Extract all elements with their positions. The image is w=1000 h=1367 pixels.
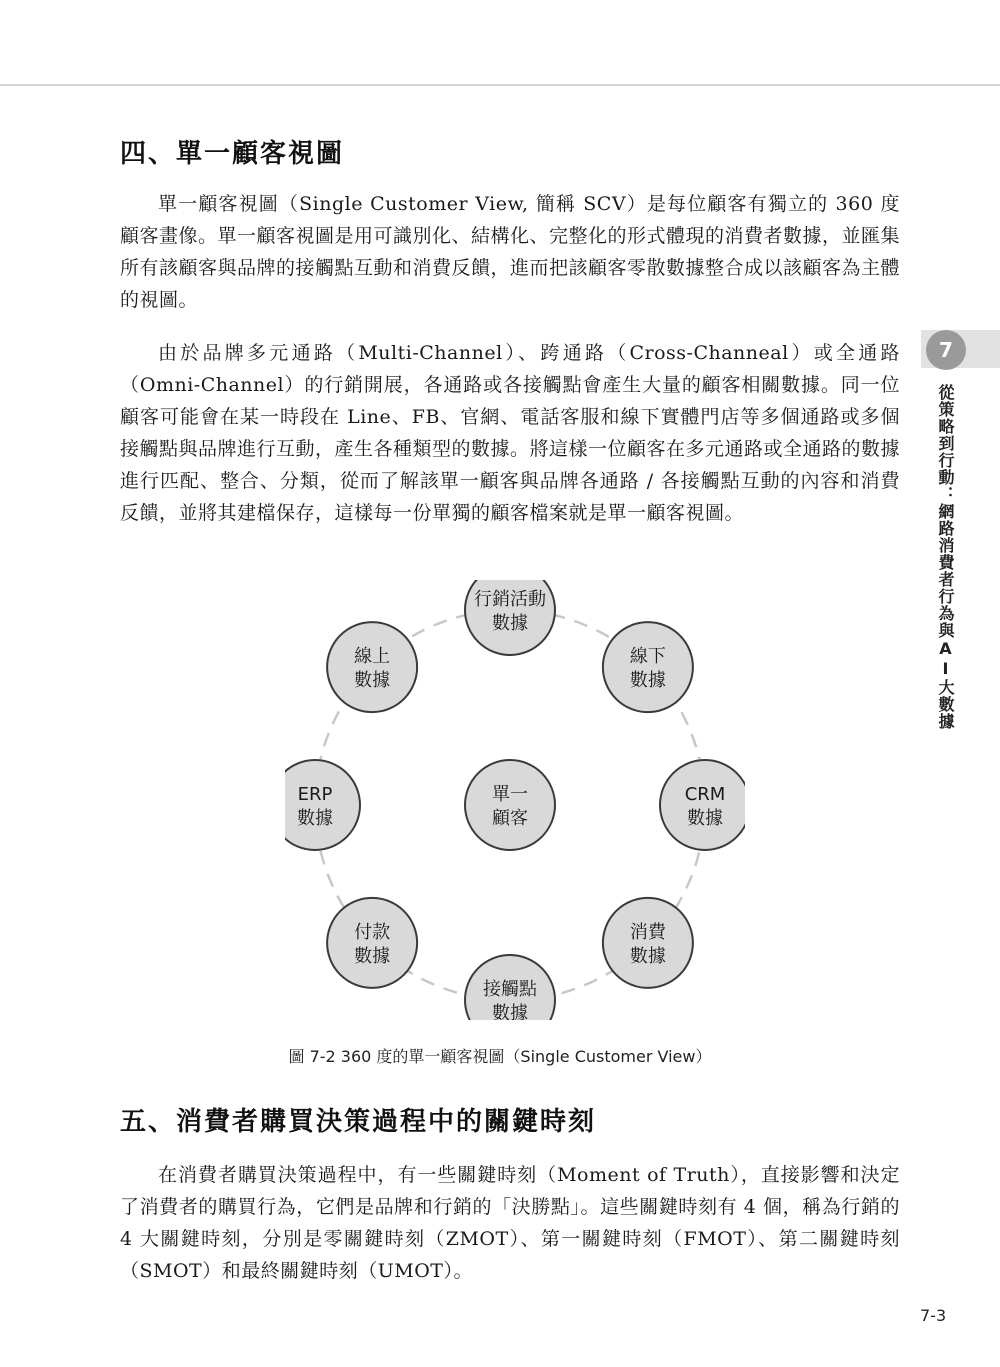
node-online [327,622,417,712]
node-marketing [465,580,555,655]
node-marketing-label-line-2: 數據 [492,613,528,634]
node-crm-label-line-2: 數據 [687,808,723,829]
node-offline [603,622,693,712]
node-marketing-label-line-1: 行銷活動 [474,589,546,610]
page-number: 7-3 [920,1306,947,1325]
node-erp-circle [285,760,360,850]
node-touchpoint-label-line-1: 接觸點 [483,979,537,1000]
node-touchpoint [465,955,555,1020]
node-payment-label-line-2: 數據 [354,945,391,967]
node-online-label-line-1: 線上 [354,646,391,668]
section-5-heading: 五、消費者購買決策過程中的關鍵時刻 [120,1107,597,1137]
node-crm-label-line-1: CRM [684,784,726,805]
node-consumption [603,898,693,988]
figure-caption: 圖 7-2 360 度的單一顧客視圖（Single Customer View） [288,1047,712,1066]
node-erp-label-line-2: 數據 [297,808,333,829]
node-touchpoint-label-line-2: 數據 [492,1003,528,1020]
chapter-title-vertical: 從策略到行動：網路消費者行為與AI大數據 [936,384,955,730]
node-crm [660,760,745,850]
single-customer-view-diagram [285,580,745,1020]
node-erp [285,760,360,850]
node-offline-label-line-1: 線下 [629,646,666,668]
section-4-paragraph-1: 單一顧客視圖（Single Customer View, 簡稱 SCV）是每位顧客有獨立的 360 度顧客畫像。單一顧客視圖是用可識別化、結構化、完整化的形式體現的消費者數據，並匯集所有該顧客與品牌的接觸點互動和消費反饋，進而把該顧客零散數據整合成以該顧客為主體的視圖。 [120,193,901,311]
chapter-number-badge: 7 [926,330,966,370]
top-rule [0,84,1000,86]
node-consumption-label-line-2: 數據 [629,945,666,967]
node-consumption-label-line-1: 消費 [629,921,666,943]
node-payment-label-line-1: 付款 [354,921,391,943]
node-offline-label-line-2: 數據 [629,670,666,692]
section-4-heading: 四、單一顧客視圖 [120,139,345,169]
node-payment [327,898,417,988]
section-4-paragraph-2: 由於品牌多元通路（Multi-Channel）、跨通路（Cross-Channeal）或全通路（Omni-Channel）的行銷開展，各通路或各接觸點會產生大量的顧客相關數據。同一位顧客可能會在某一時段在 Line、FB、官網、電話客服和線下實體門店等多個通路或多個接觸點與品牌進行互動，產生各種類型的數據。將這樣一位顧客在多元通路或全通路的數據進行匹配、整合、分類，從而了解該單一顧客與品牌各通路 / 各接觸點互動的內容和消費反饋，並將其建檔保存，這樣每一份單獨的顧客檔案就是單一顧客視圖。 [120,342,901,524]
node-erp-label-line-1: ERP [297,784,333,805]
node-center [465,760,555,850]
section-5-paragraph-1: 在消費者購買決策過程中，有一些關鍵時刻（Moment of Truth），直接影響和決定了消費者的購買行為，它們是品牌和行銷的「決勝點」。這些關鍵時刻有 4 個，稱為行銷的 4 大關鍵時刻，分別是零關鍵時刻（ZMOT）、第一關鍵時刻（FMOT）、第二關鍵時刻（SMOT）和最終關鍵時刻（UMOT）。 [120,1164,900,1282]
node-crm-circle [660,760,745,850]
node-online-label-line-2: 數據 [354,670,391,692]
node-center-label-line-2: 顧客 [492,808,528,829]
node-center-label-line-1: 單一 [492,784,528,805]
node-center-circle [465,760,555,850]
